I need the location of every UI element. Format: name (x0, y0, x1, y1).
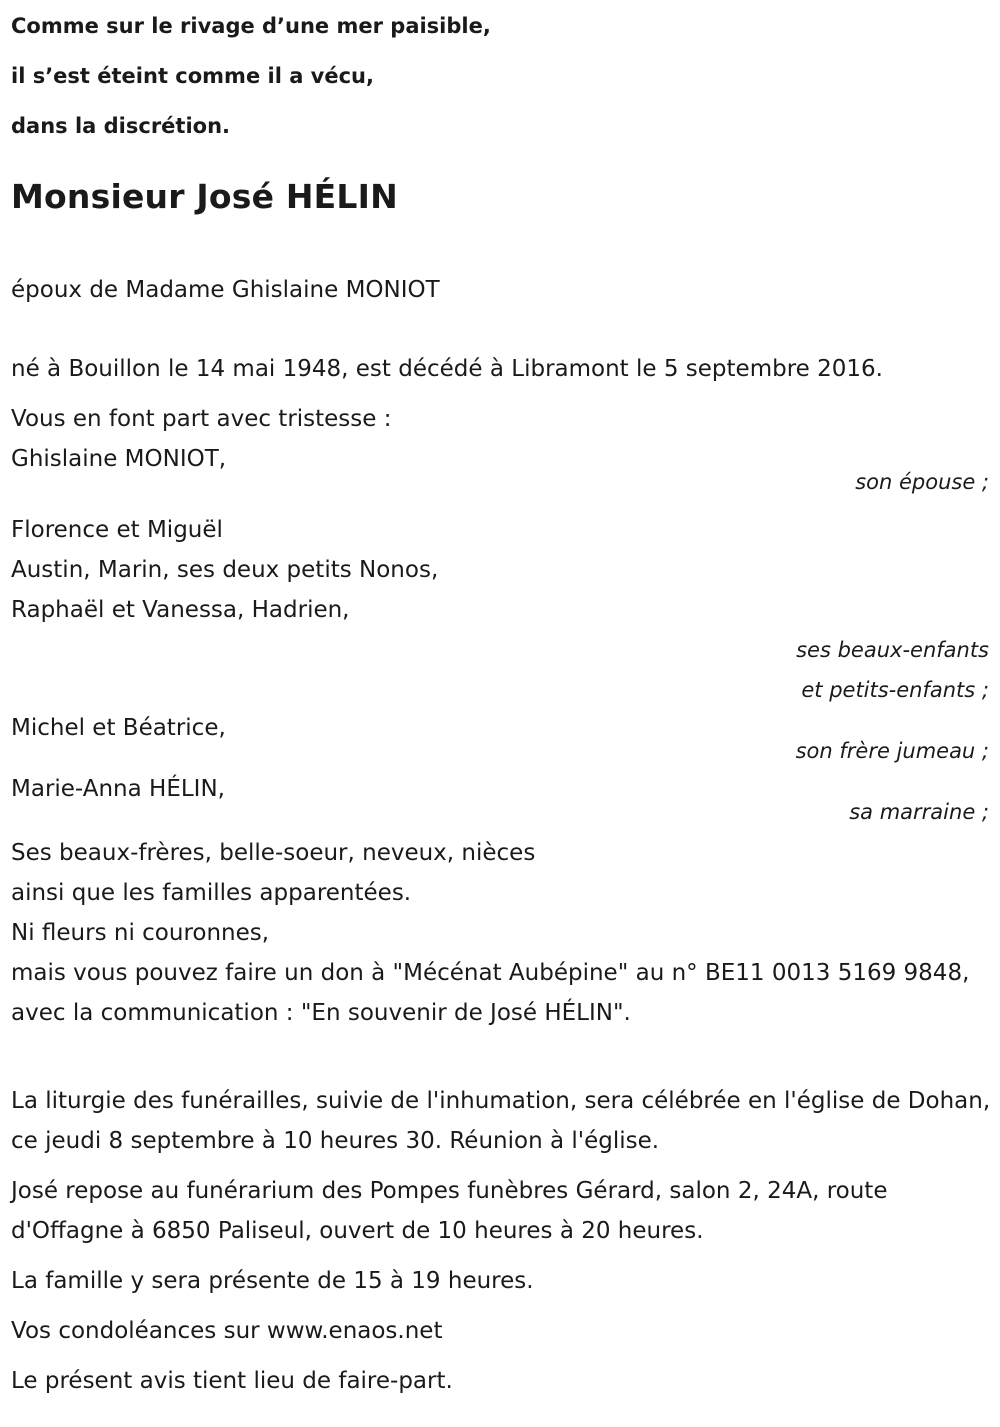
godmother-relation: sa marraine ; (849, 800, 989, 824)
spouse-names: Ghislaine MONIOT, (11, 446, 227, 472)
other-relatives-line: ainsi que les familles apparentées. (11, 880, 412, 906)
spouse-of-line: époux de Madame Ghislaine MONIOT (11, 277, 440, 303)
intro-line: dans la discrétion. (11, 114, 231, 138)
children-relation-line2: et petits-enfants ; (801, 678, 989, 702)
obituary-notice (11, 0, 991, 1401)
condolences-line: Vos condoléances sur www.enaos.net (11, 1318, 443, 1344)
spouse-relation: son épouse ; (855, 470, 989, 494)
children-line: Raphaël et Vanessa, Hadrien, (11, 597, 350, 623)
twin-relation: son frère jumeau ; (795, 739, 989, 763)
birth-death-line: né à Bouillon le 14 mai 1948, est décédé à Libramont le 5 septembre 2016. (11, 356, 883, 382)
funeral-home-paragraph: José repose au funérarium des Pompes funèbres Gérard, salon 2, 24A, route d'Offagne à 6850 Paliseul, ouvert de 10 heures à 20 heures. (11, 1178, 888, 1244)
children-group (11, 510, 991, 630)
family-intro: Vous en font part avec tristesse : (11, 406, 392, 432)
twin-names: Michel et Béatrice, (11, 715, 226, 741)
children-line: Austin, Marin, ses deux petits Nonos, (11, 557, 439, 583)
deceased-name: Monsieur José HÉLIN (11, 177, 398, 216)
intro-poem (11, 1, 991, 151)
children-relation-line1: ses beaux-enfants (796, 638, 989, 662)
donation-block (11, 913, 991, 1033)
intro-line: Comme sur le rivage d’une mer paisible, (11, 14, 491, 38)
other-relatives (11, 833, 991, 913)
family-presence-line: La famille y sera présente de 15 à 19 heures. (11, 1268, 534, 1294)
no-flowers-line: Ni fleurs ni couronnes, (11, 920, 270, 946)
notice-line: Le présent avis tient lieu de faire-part. (11, 1368, 453, 1394)
godmother-names: Marie-Anna HÉLIN, (11, 776, 225, 802)
intro-line: il s’est éteint comme il a vécu, (11, 64, 374, 88)
children-line: Florence et Miguël (11, 517, 223, 543)
donation-line: mais vous pouvez faire un don à "Mécénat Aubépine" au n° BE11 0013 5169 9848, avec la communication : "En souvenir de José HÉLIN". (11, 960, 970, 1026)
children-relation (11, 630, 991, 710)
other-relatives-line: Ses beaux-frères, belle-soeur, neveux, nièces (11, 840, 536, 866)
liturgy-paragraph: La liturgie des funérailles, suivie de l'inhumation, sera célébrée en l'église de Dohan, ce jeudi 8 septembre à 10 heures 30. Réunion à l'église. (11, 1088, 991, 1154)
